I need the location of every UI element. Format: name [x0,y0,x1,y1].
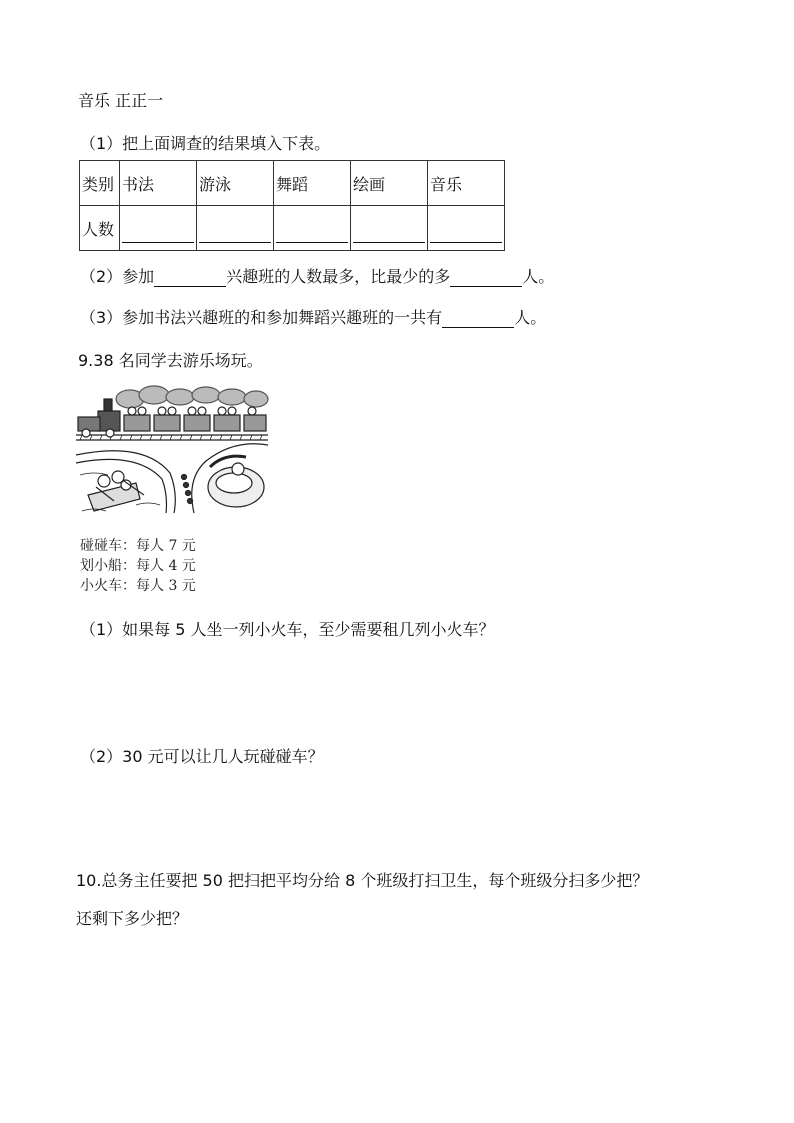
table-answer-blank[interactable] [274,206,351,251]
table-cell-dance: 舞蹈 [274,161,351,206]
question-2-part-b: 兴趣班的人数最多，比最少的多 [226,267,451,286]
table-cell-swimming: 游泳 [197,161,274,206]
price-small-train: 小火车：每人 3 元 [80,578,196,594]
train-carriages [124,415,266,431]
question-2-part-c: 人。 [522,267,555,286]
question-3-part-a: （3）参加书法兴趣班的和参加舞蹈兴趣班的一共有 [80,308,443,327]
table-answer-blank[interactable] [120,206,197,251]
table-count-row [80,206,505,251]
table-header-row [80,161,505,206]
problem-9-question-2: （2）30 元可以让几人玩碰碰车？ [80,747,324,766]
table-cell-painting: 绘画 [351,161,428,206]
answer-blank-difference[interactable] [450,267,522,287]
question-1-fill-table: （1）把上面调查的结果填入下表。 [80,134,331,153]
problem-9-question-1: （1）如果每 5 人坐一列小火车，至少需要租几列小火车？ [80,620,495,639]
price-rowboat: 划小船：每人 4 元 [80,558,196,574]
table-answer-blank[interactable] [428,206,505,251]
table-cell-calligraphy: 书法 [120,161,197,206]
question-3 [80,305,546,328]
problem-10-line-2: 还剩下多少把？ [76,909,189,928]
rowboat [88,471,144,511]
question-2-part-a: （2）参加 [80,267,155,286]
table-cell-count-label: 人数 [80,206,120,251]
price-bumper-car: 碰碰车：每人 7 元 [80,538,196,554]
amusement-park-illustration [74,383,270,515]
question-2 [80,264,554,287]
question-3-part-b: 人。 [514,308,547,327]
answer-blank-total[interactable] [442,308,514,328]
locomotive [78,399,120,437]
path-lights [182,475,193,504]
survey-table [79,160,505,251]
answer-blank-most-popular[interactable] [154,267,226,287]
tally-music-line: 音乐 正正一 [78,91,164,110]
bumper-car [208,456,264,507]
problem-9-title: 9.38 名同学去游乐场玩。 [78,351,263,370]
table-answer-blank[interactable] [197,206,274,251]
smoke-cloud [116,386,268,408]
table-answer-blank[interactable] [351,206,428,251]
table-cell-category-label: 类别 [80,161,120,206]
table-cell-music: 音乐 [428,161,505,206]
problem-10-line-1: 10.总务主任要把 50 把扫把平均分给 8 个班级打扫卫生，每个班级分扫多少把？ [76,871,649,890]
